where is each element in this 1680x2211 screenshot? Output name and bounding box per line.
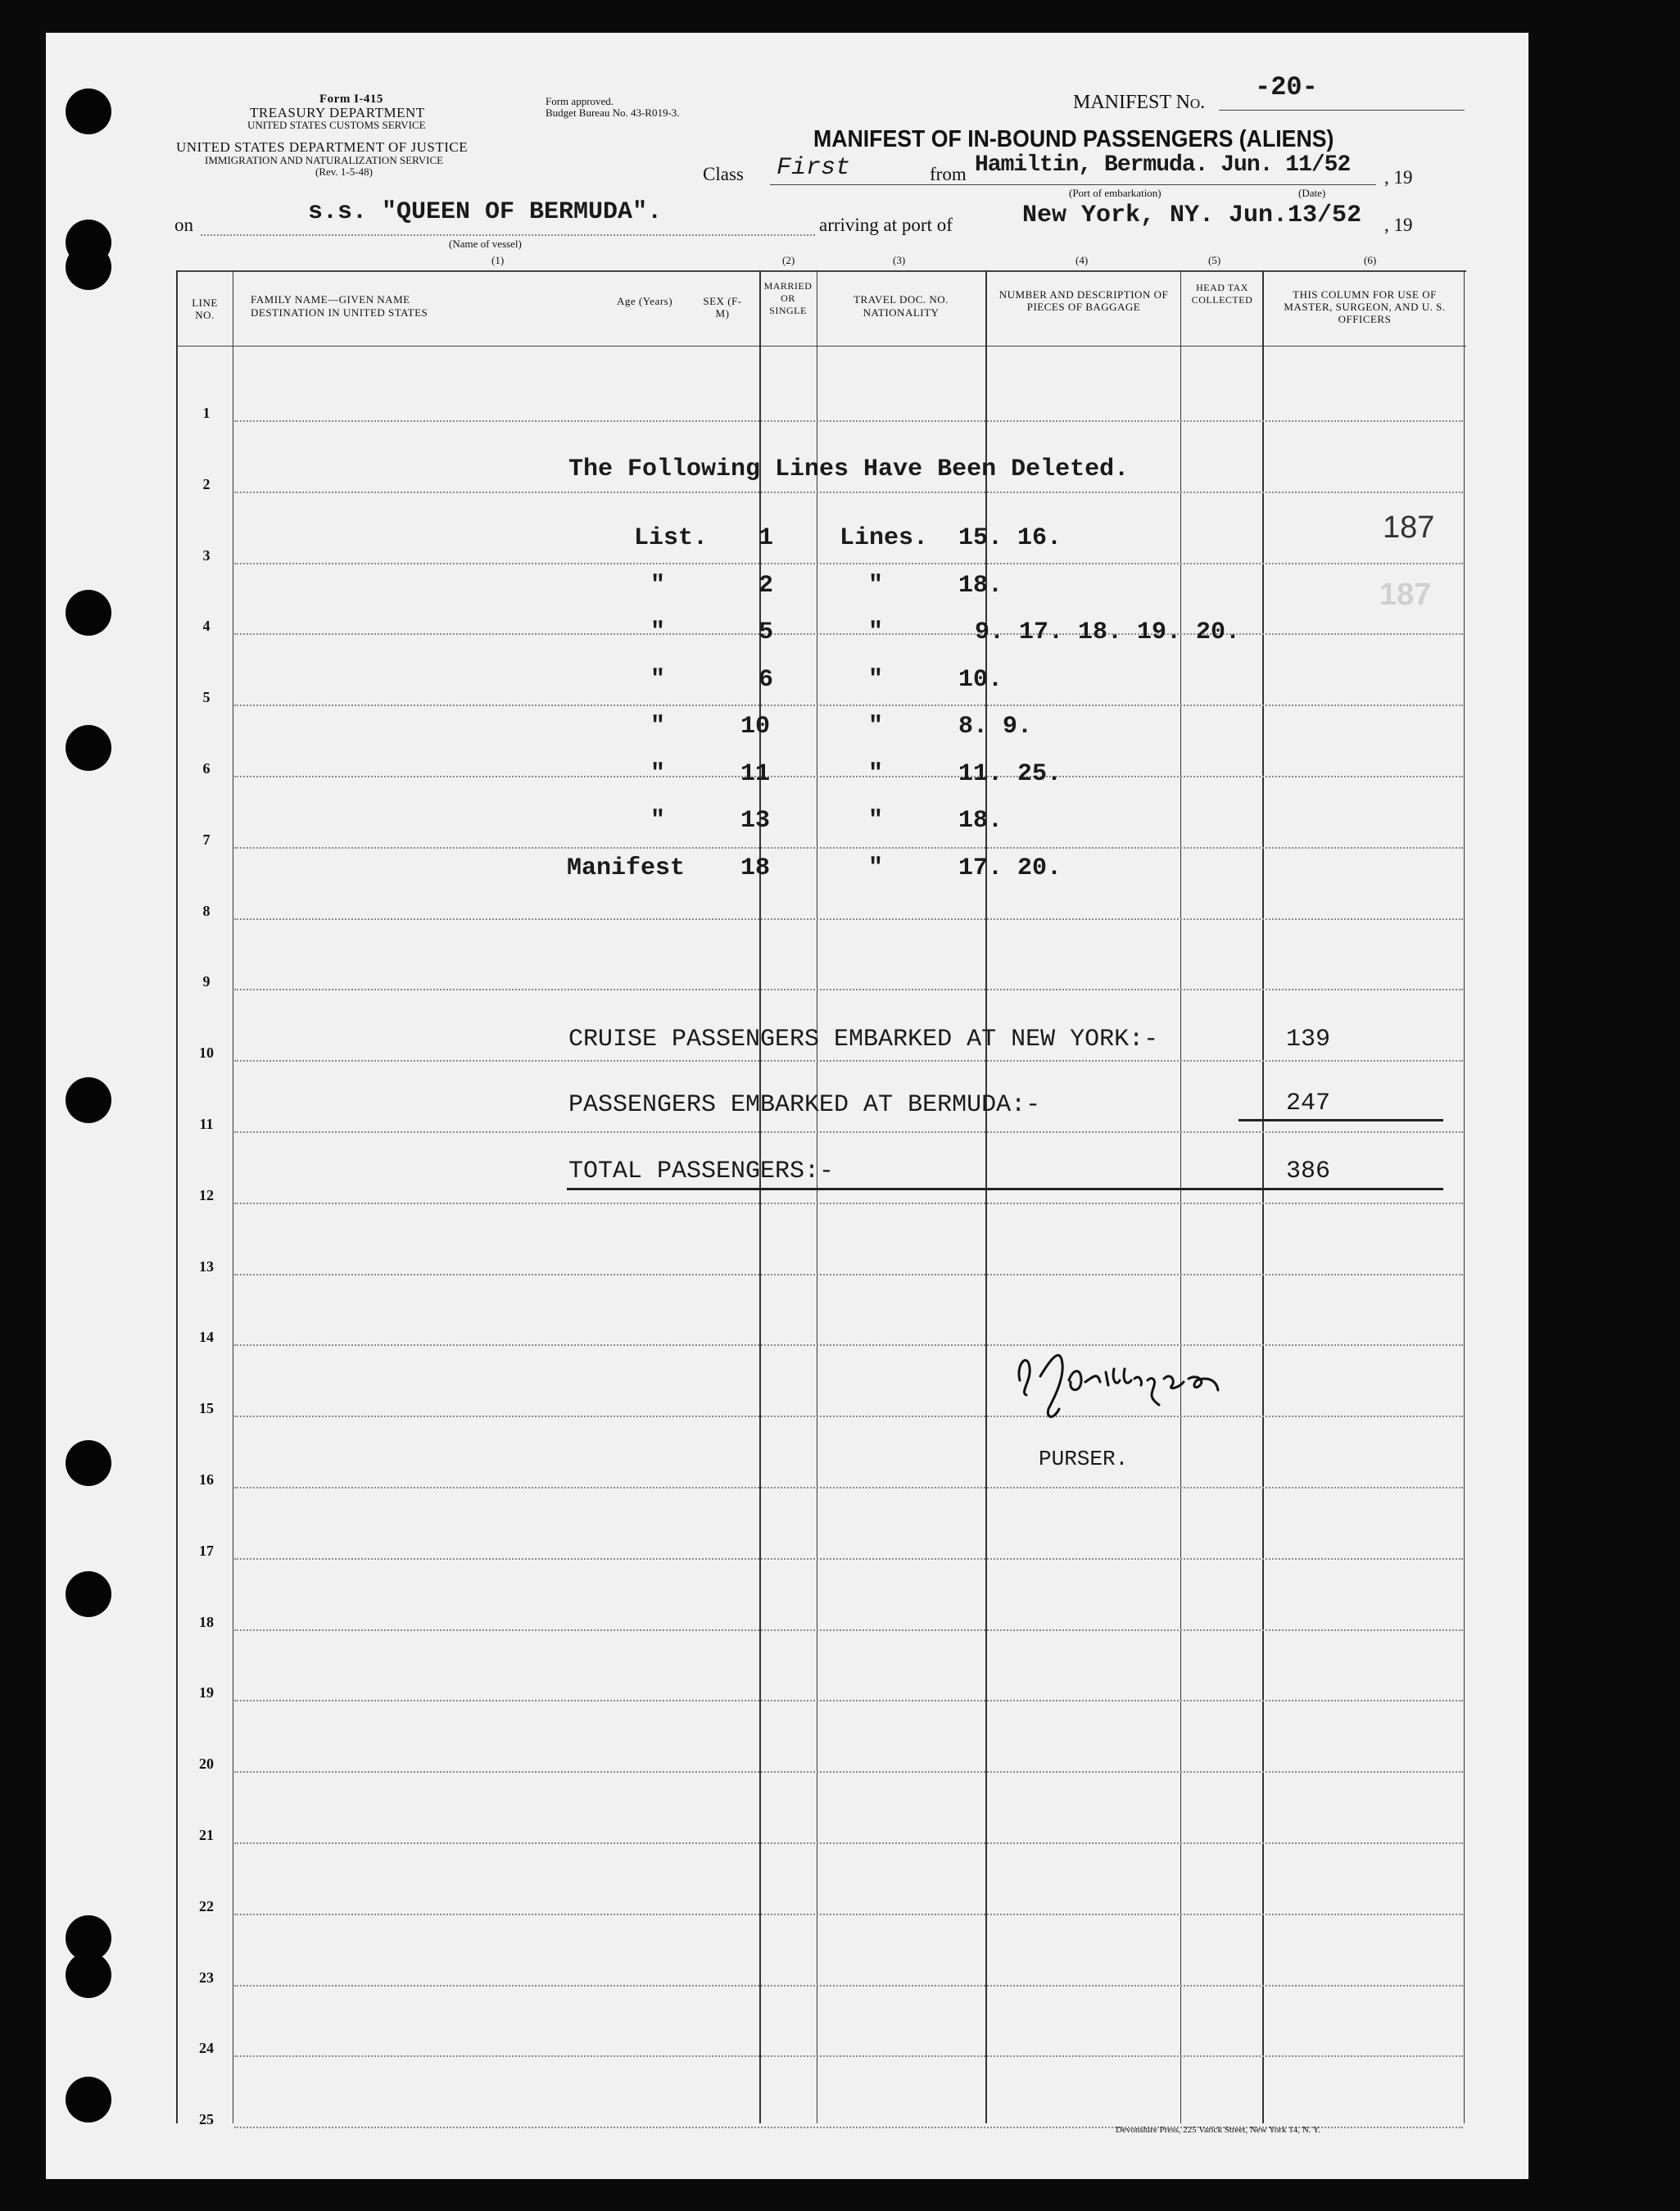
col-rule — [1180, 270, 1181, 2123]
col-header-line-no: LINE NO. — [192, 297, 218, 321]
line-number: 2 — [202, 475, 211, 492]
line-number: 5 — [202, 689, 211, 706]
deleted-word: " — [868, 665, 884, 694]
dept-treasury: TREASURY DEPARTMENT — [250, 105, 425, 120]
bermuda-label: PASSENGERS EMBARKED AT BERMUDA:- — [568, 1091, 1041, 1119]
col-header-head-tax: HEAD TAX COLLECTED — [1191, 282, 1253, 306]
table-top-rule — [176, 270, 1466, 272]
line-number: 4 — [202, 618, 211, 635]
page-title: MANIFEST OF IN-BOUND PASSENGERS (ALIENS) — [813, 126, 1334, 152]
form-revision: (Rev. 1-5-48) — [315, 165, 373, 178]
col-rule — [1464, 270, 1465, 2123]
row-rule — [234, 1700, 1463, 1701]
line-number: 13 — [199, 1257, 214, 1275]
total-value: 386 — [1286, 1158, 1331, 1185]
line-number: 1 — [202, 405, 211, 421]
deleted-heading: The Following Lines Have Been Deleted. — [568, 455, 1130, 483]
punch-hole — [66, 88, 111, 134]
deleted-lines: 18. — [958, 807, 1003, 835]
row-rule — [234, 1344, 1463, 1346]
form-number: Form I-415 — [319, 93, 383, 106]
printer-credit: Devonshire Press, 225 Varick Street, New York 14, N. Y. — [1116, 2125, 1321, 2135]
col-header-age: Age (Years) — [616, 295, 673, 307]
line-number: 20 — [199, 1756, 214, 1773]
cruise-value: 139 — [1286, 1026, 1331, 1053]
line-number: 24 — [199, 2040, 214, 2057]
punch-hole — [66, 590, 111, 636]
deleted-type: List. — [634, 524, 709, 552]
deleted-type: " — [650, 807, 666, 835]
line-number: 14 — [199, 1329, 214, 1346]
row-rule — [234, 918, 1463, 920]
line-number: 10 — [199, 1044, 214, 1062]
deleted-word: " — [868, 713, 884, 741]
class-value: First — [777, 154, 851, 182]
deleted-type: " — [650, 618, 666, 646]
row-rule — [234, 1416, 1463, 1417]
deleted-type: " — [650, 571, 666, 600]
total-label: TOTAL PASSENGERS:- — [568, 1158, 835, 1185]
line-number: 3 — [202, 546, 211, 564]
dotted-rule — [201, 234, 815, 236]
line-number: 7 — [202, 831, 211, 848]
punch-hole — [66, 1440, 111, 1486]
from-label: from — [930, 164, 967, 184]
port-embarkation-caption: (Port of embarkation) — [1069, 187, 1162, 199]
col-header-name: FAMILY NAME—GIVEN NAME — [251, 293, 410, 306]
total-underline — [567, 1188, 1443, 1190]
row-rule — [234, 1558, 1463, 1560]
row-rule — [234, 1487, 1463, 1488]
col-rule — [176, 270, 178, 2123]
row-rule — [234, 633, 1463, 635]
dept-justice-sub: IMMIGRATION AND NATURALIZATION SERVICE — [205, 154, 444, 166]
row-rule — [234, 1842, 1463, 1844]
punch-hole — [66, 244, 111, 290]
deleted-num: 10 — [740, 713, 771, 741]
dept-justice: UNITED STATES DEPARTMENT OF JUSTICE — [176, 139, 469, 155]
deleted-lines: 8. 9. — [958, 713, 1033, 741]
bermuda-value: 247 — [1286, 1090, 1331, 1117]
passenger-count-stamp-faint: 187 — [1379, 578, 1432, 612]
deleted-num: 6 — [758, 665, 774, 694]
deleted-word: " — [868, 759, 884, 788]
manifest-no-value: -20- — [1255, 72, 1318, 102]
line-number: 12 — [199, 1186, 214, 1203]
row-rule — [234, 492, 1463, 493]
line-number: 25 — [199, 2111, 214, 2128]
line-number: 21 — [199, 1827, 214, 1843]
header-rule — [176, 346, 1466, 347]
deleted-type: " — [650, 759, 666, 788]
deleted-word: " — [868, 807, 884, 835]
line-number: 11 — [199, 1116, 214, 1132]
col-header-married: MARRIED OR SINGLE — [763, 280, 813, 316]
on-label: on — [174, 215, 193, 235]
deleted-num: 18 — [740, 854, 771, 882]
col-header-destination: DESTINATION IN UNITED STATES — [251, 306, 428, 319]
line-number: 15 — [199, 1400, 214, 1417]
col-num-3: (3) — [893, 254, 906, 266]
col-header-nationality: NATIONALITY — [863, 306, 940, 319]
row-rule — [234, 1131, 1463, 1133]
line-number: 19 — [199, 1684, 214, 1701]
row-rule — [234, 1914, 1463, 1915]
deleted-num: 2 — [758, 571, 774, 600]
deleted-lines: 18. — [958, 571, 1003, 600]
col-header-baggage: NUMBER AND DESCRIPTION OF PIECES OF BAGGAGE — [998, 288, 1169, 313]
subtotal-underline — [1238, 1119, 1443, 1121]
row-rule — [234, 705, 1463, 706]
passenger-count-stamp: 187 — [1383, 510, 1435, 545]
row-rule — [234, 563, 1463, 564]
deleted-lines: 17. 20. — [958, 854, 1062, 882]
deleted-lines: 9. 17. 18. 19. 20. — [975, 618, 1241, 646]
underline — [770, 184, 1376, 185]
col-num-5: (5) — [1208, 254, 1221, 266]
deleted-word: " — [868, 571, 884, 600]
col-header-travel-doc: TRAVEL DOC. NO. — [854, 293, 949, 306]
arrival-port-value: New York, NY. Jun.13/52 — [1022, 202, 1362, 229]
deleted-num: 1 — [758, 524, 774, 552]
underline — [1219, 110, 1465, 111]
manifest-no-label: MANIFEST No. — [1073, 92, 1206, 113]
line-number: 9 — [202, 973, 211, 990]
deleted-word: Lines. — [840, 524, 929, 552]
dept-treasury-sub: UNITED STATES CUSTOMS SERVICE — [247, 119, 426, 131]
row-rule — [234, 1985, 1463, 1987]
col-num-6: (6) — [1364, 254, 1377, 266]
deleted-num: 5 — [758, 618, 774, 646]
budget-bureau: Budget Bureau No. 43-R019-3. — [546, 106, 680, 119]
col-num-2: (2) — [782, 254, 795, 266]
vessel-caption: (Name of vessel) — [449, 238, 522, 250]
row-rule — [234, 420, 1463, 422]
deleted-word: " — [868, 618, 884, 646]
row-rule — [234, 2055, 1463, 2057]
row-rule — [234, 1274, 1463, 1275]
purser-title: PURSER. — [1039, 1447, 1129, 1471]
punch-hole — [66, 1077, 111, 1123]
punch-hole — [66, 1952, 111, 1998]
deleted-lines: 11. 25. — [958, 759, 1062, 788]
line-number: 18 — [199, 1613, 214, 1630]
line-number: 6 — [202, 760, 211, 777]
purser-signature — [1003, 1331, 1266, 1429]
line-number: 23 — [199, 1969, 214, 1986]
col-header-sex: SEX (F-M) — [703, 295, 742, 319]
col-num-4: (4) — [1075, 254, 1089, 266]
row-rule — [234, 1771, 1463, 1773]
cruise-label: CRUISE PASSENGERS EMBARKED AT NEW YORK:- — [568, 1026, 1159, 1053]
line-number: 16 — [199, 1471, 214, 1488]
row-rule — [234, 847, 1463, 849]
deleted-num: 13 — [740, 807, 771, 835]
form-approved: Form approved. — [546, 95, 614, 107]
punch-hole — [66, 1571, 111, 1617]
arriving-label: arriving at port of — [819, 215, 953, 235]
deleted-type: " — [650, 665, 666, 694]
row-rule — [234, 1629, 1463, 1631]
deleted-num: 11 — [740, 759, 771, 788]
embarkation-value: Hamiltin, Bermuda. Jun. 11/52 — [975, 152, 1351, 178]
line-number: 17 — [199, 1542, 214, 1559]
deleted-word: " — [868, 854, 884, 882]
class-label: Class — [703, 164, 744, 184]
year-2: , 19 — [1384, 215, 1413, 235]
row-rule — [234, 1060, 1463, 1062]
vessel-name: s.s. "QUEEN OF BERMUDA". — [308, 198, 663, 226]
punch-hole — [66, 2077, 111, 2123]
deleted-lines: 10. — [958, 665, 1003, 694]
line-number: 22 — [199, 1897, 214, 1914]
deleted-type: Manifest — [567, 854, 686, 882]
row-rule — [234, 989, 1463, 990]
deleted-type: " — [650, 713, 666, 741]
col-header-officers: THIS COLUMN FOR USE OF MASTER, SURGEON, AND U. S. OFFICERS — [1284, 288, 1446, 325]
date-caption: (Date) — [1298, 187, 1326, 199]
deleted-lines: 15. 16. — [958, 524, 1062, 552]
col-rule — [1262, 270, 1264, 2123]
year-1: , 19 — [1384, 167, 1413, 188]
col-num-1: (1) — [491, 254, 505, 266]
row-rule — [234, 776, 1463, 777]
line-number: 8 — [202, 902, 211, 919]
row-rule — [234, 1203, 1463, 1204]
punch-hole — [66, 725, 111, 771]
